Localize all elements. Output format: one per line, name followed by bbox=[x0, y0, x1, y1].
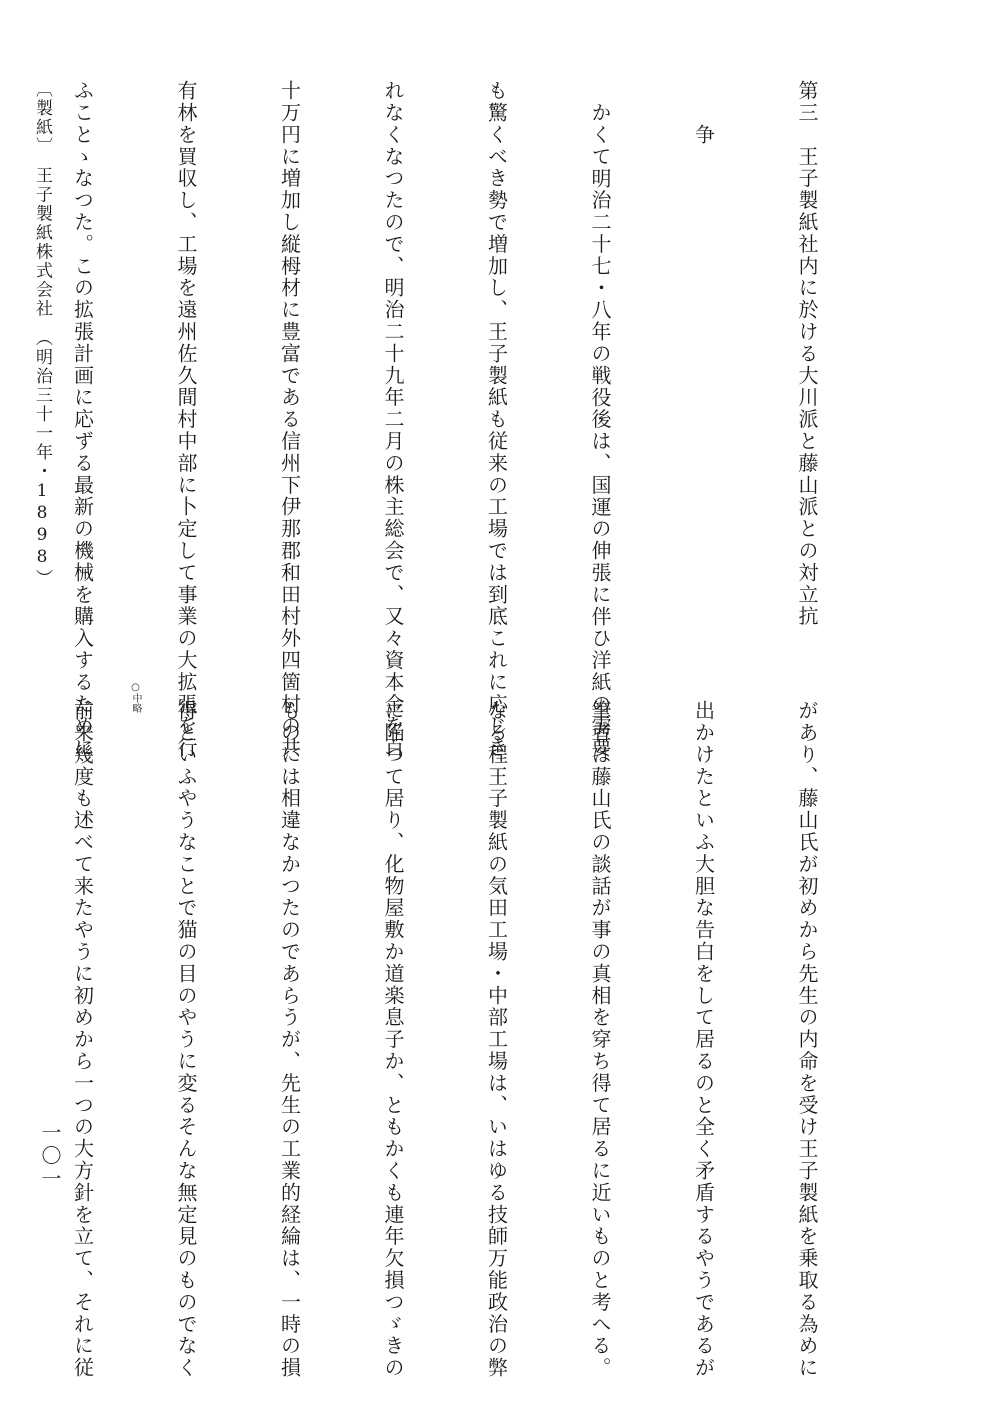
section-heading-3-cont: 争 bbox=[691, 124, 716, 146]
paragraph-line: も驚くべき勢で増加し、王子製紙も従来の工場では到底これに応じき bbox=[484, 80, 509, 759]
paragraph-line: に陥つて居り、化物屋敷か道楽息子か、ともかくも連年欠損つゞきの bbox=[381, 700, 405, 1379]
lower-text-block bbox=[0, 700, 893, 1379]
paragraph-line: 十万円に増加し縦栂材に豊富である信州下伊那郡和田村外四箇村の共 bbox=[277, 80, 302, 759]
page-number: 一〇一 bbox=[38, 1122, 62, 1191]
paragraph-line: なる程王子製紙の気田工場・中部工場は、いはゆる技師万能政治の弊 bbox=[484, 700, 509, 1379]
paragraph-line: ものには相違なかつたのであらうが、先生の工業的経綸は、一時の損 bbox=[277, 700, 302, 1379]
paragraph-line: 有林を買収し、工場を遠州佐久間村中部に卜定して事業の大拡張を行 bbox=[174, 80, 198, 759]
paragraph-line: ふことゝなつた。この拡張計画に応ずる最新の機械を購入するために bbox=[70, 80, 95, 759]
paragraph-line: があり、藤山氏が初めから先生の内命を受け王子製紙を乗取る為めに bbox=[795, 700, 819, 1379]
paragraph-line: 前来幾度も述べて来たやうに初めから一つの大方針を立て、それに従 bbox=[70, 700, 95, 1379]
paragraph-line: 得といふやうなことで猫の目のやうに変るそんな無定見のものでなく bbox=[174, 700, 198, 1379]
paragraph-line: 筆者は藤山氏の談話が事の真相を穿ち得て居るに近いものと考へる。 bbox=[588, 700, 612, 1379]
paragraph-line: 出かけたといふ大胆な告白をして居るのと全く矛盾するやうであるが bbox=[691, 700, 716, 1379]
omission-note: ○中略 bbox=[130, 682, 141, 713]
source-caption: 〔製紙〕 王子製紙株式会社 （明治三十一年・1898） bbox=[32, 80, 52, 588]
paragraph-line: かくて明治二十七・八年の戦役後は、国運の伸張に伴ひ洋紙の需要 bbox=[588, 102, 612, 759]
paragraph-line: れなくなつたので、明治二十九年二月の株主総会で、又々資本金を百 bbox=[381, 80, 405, 759]
upper-text-block bbox=[0, 80, 893, 759]
section-heading-3: 第三 王子製紙社内に於ける大川派と藤山派との対立抗 bbox=[795, 80, 819, 628]
